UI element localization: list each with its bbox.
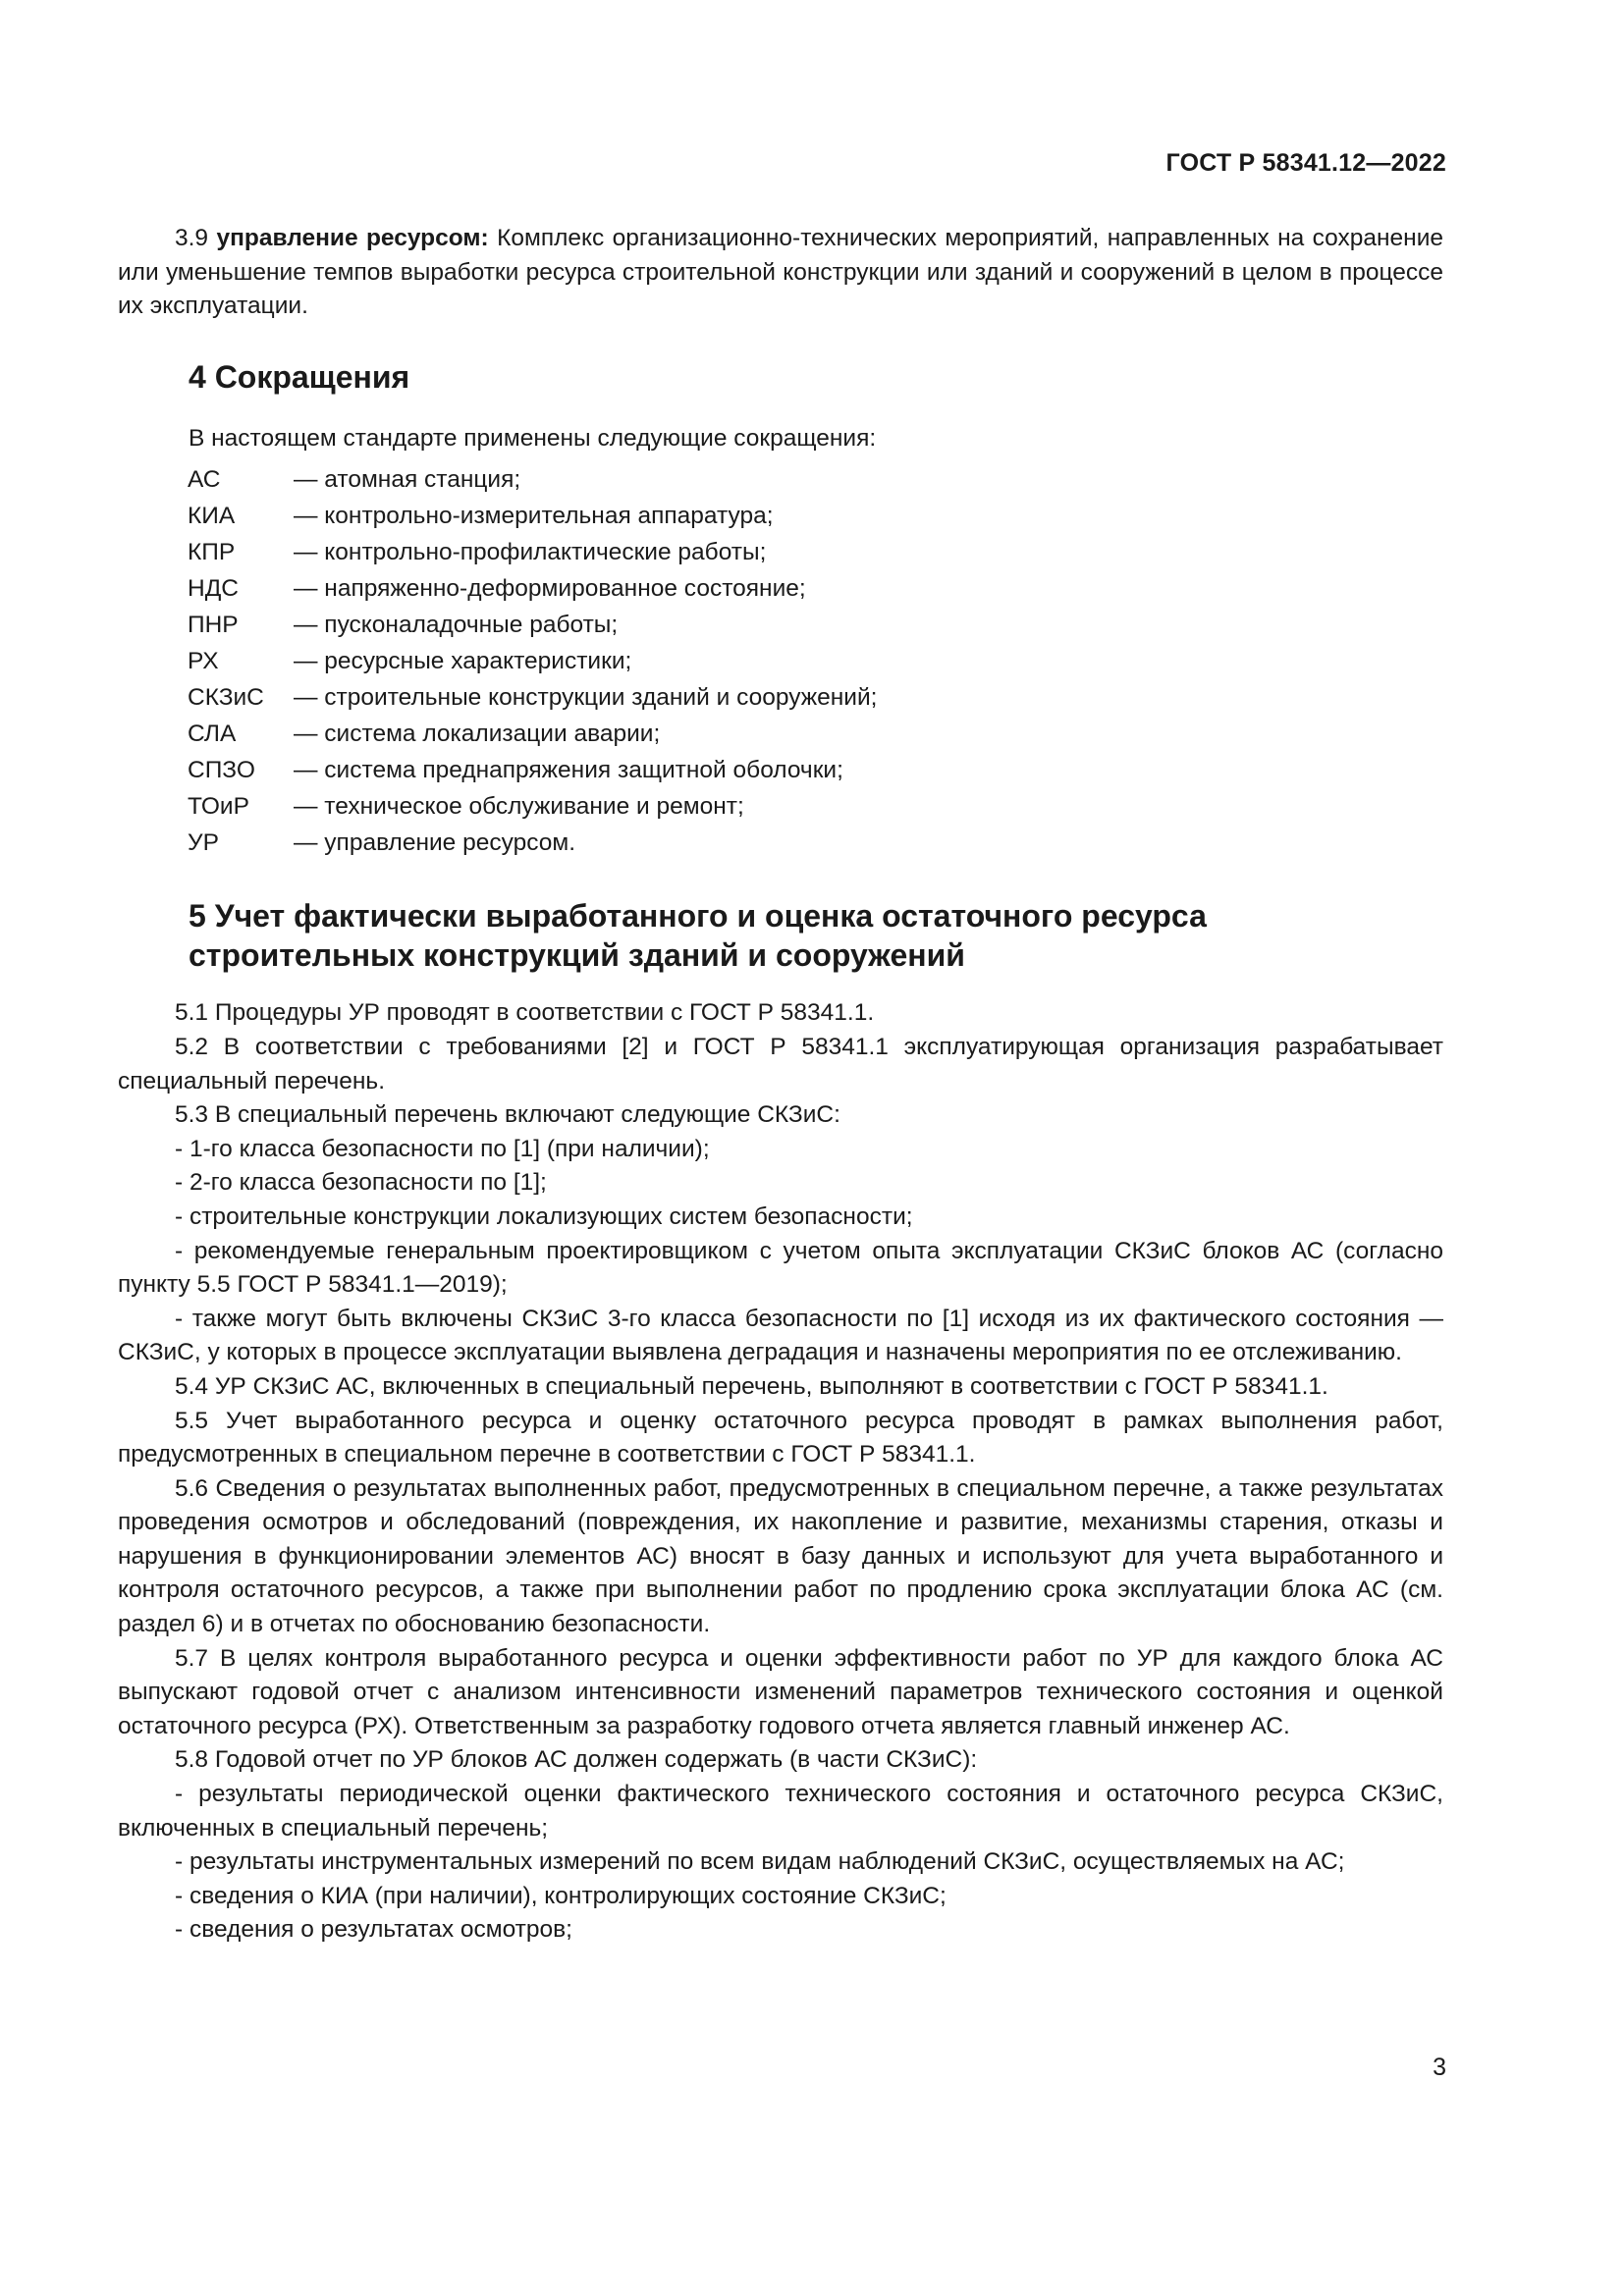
abbreviation-definition: — контрольно-профилактические работы; [294, 539, 767, 566]
list-item: - сведения о результатах осмотров; [175, 1916, 572, 1944]
document-code-header: ГОСТ Р 58341.12—2022 [1165, 149, 1446, 177]
paragraph-5-4: 5.4 УР СКЗиС АС, включенных в специальный перечень, выполняют в соответствии с ГОСТ Р 58341.1. [175, 1372, 1328, 1400]
abbreviation-code: СПЗО [188, 757, 255, 784]
abbreviation-code: КПР [188, 539, 236, 566]
abbreviation-code: УР [188, 829, 219, 857]
list-item: - результаты периодической оценки фактического технического состояния и остаточного ресурса СКЗиС, включенных в специальный перечень; [118, 1781, 1443, 1842]
abbreviation-definition: — напряженно-деформированное состояние; [294, 575, 806, 603]
term-name: управление ресурсом: [216, 225, 489, 251]
term-definition: Комплекс организационно-технических мероприятий, направленных на сохранение или уменьшение темпов выработки ресурса строительной конструкции или зданий и сооружений в целом в процессе их эксплуатации. [118, 225, 1444, 320]
section-5-title-line-2: строительных конструкций зданий и сооружений [189, 937, 965, 974]
section-5-title [118, 896, 1443, 975]
paragraph-5-5: 5.5 Учет выработанного ресурса и оценку остаточного ресурса проводят в рамках выполнения работ, предусмотренных в специальном перечне в соответствии с ГОСТ Р 58341.1. [118, 1407, 1443, 1468]
abbreviation-item [188, 534, 1443, 570]
abbreviation-code: ТОиР [188, 793, 249, 821]
list-item: - строительные конструкции локализующих систем безопасности; [175, 1202, 913, 1230]
paragraph-5-3: 5.3 В специальный перечень включают следующие СКЗиС: [175, 1101, 840, 1129]
page-content [118, 222, 1443, 1948]
abbreviation-code: ПНР [188, 612, 239, 639]
abbreviations-list [118, 461, 1443, 861]
abbreviation-item [188, 570, 1443, 607]
abbreviation-definition: — строительные конструкции зданий и сооружений; [294, 684, 878, 712]
paragraph-5-2: 5.2 В соответствии с требованиями [2] и ГОСТ Р 58341.1 эксплуатирующая организация разрабатывает специальный перечень. [118, 1033, 1443, 1095]
abbreviation-item [188, 498, 1443, 534]
abbreviations-intro: В настоящем стандарте применены следующие сокращения: [189, 424, 877, 452]
abbreviation-code: АС [188, 466, 221, 494]
paragraph-5-1: 5.1 Процедуры УР проводят в соответствии с ГОСТ Р 58341.1. [175, 999, 875, 1027]
section-5-title-line-1: 5 Учет фактически выработанного и оценка остаточного ресурса [189, 898, 1207, 934]
abbreviation-item [188, 607, 1443, 643]
abbreviation-item [188, 788, 1443, 825]
abbreviation-code: СЛА [188, 721, 237, 748]
paragraph-5-6: 5.6 Сведения о результатах выполненных работ, предусмотренных в специальном перечне, а также результатах проведения осмотров и обследований (повреждения, их накопление и развитие, механизмы старения, отказы и нарушения в функционировании элементов АС) вносят в базу данных и используют для учета выработанного и контроля остаточного ресурсов, а также при выполнении работ по продлению срока эксплуатации блока АС (см. раздел 6) и в отчетах по обоснованию безопасности. [118, 1474, 1443, 1638]
abbreviation-code: РХ [188, 648, 219, 675]
term-3-9-paragraph [118, 222, 1443, 324]
abbreviation-definition: — пусконаладочные работы; [294, 612, 619, 639]
abbreviation-definition: — управление ресурсом. [294, 829, 576, 857]
paragraph-5-7: 5.7 В целях контроля выработанного ресурса и оценки эффективности работ по УР для каждого блока АС выпускают годовой отчет с анализом интенсивности изменений параметров технического состояния и оценкой остаточного ресурса (РХ). Ответственным за разработку годового отчета является главный инженер АС. [118, 1644, 1443, 1739]
abbreviation-code: СКЗиС [188, 684, 264, 712]
term-number: 3.9 [175, 225, 209, 251]
abbreviation-definition: — система преднапряжения защитной оболочки; [294, 757, 843, 784]
list-item: - 1-го класса безопасности по [1] (при наличии); [175, 1135, 710, 1162]
abbreviation-code: КИА [188, 503, 236, 530]
list-item: - результаты инструментальных измерений по всем видам наблюдений СКЗиС, осуществляемых на АС; [175, 1848, 1345, 1876]
abbreviation-code: НДС [188, 575, 239, 603]
abbreviation-item [188, 716, 1443, 752]
abbreviation-item [188, 679, 1443, 716]
abbreviation-definition: — техническое обслуживание и ремонт; [294, 793, 744, 821]
list-item: - 2-го класса безопасности по [1]; [175, 1169, 547, 1197]
section-4-title: 4 Сокращения [189, 358, 410, 395]
abbreviation-item [188, 461, 1443, 498]
abbreviation-definition: — атомная станция; [294, 466, 521, 494]
page-number: 3 [1433, 2054, 1446, 2081]
list-item: - рекомендуемые генеральным проектировщиком с учетом опыта эксплуатации СКЗиС блоков АС (согласно пункту 5.5 ГОСТ Р 58341.1—2019); [118, 1237, 1443, 1299]
abbreviation-definition: — система локализации аварии; [294, 721, 661, 748]
abbreviation-definition: — контрольно-измерительная аппаратура; [294, 503, 774, 530]
abbreviation-item [188, 825, 1443, 861]
abbreviation-definition: — ресурсные характеристики; [294, 648, 632, 675]
list-item: - также могут быть включены СКЗиС 3-го класса безопасности по [1] исходя из их фактического состояния — СКЗиС, у которых в процессе эксплуатации выявлена деградация и назначены мероприятия по ее отслеживанию. [118, 1305, 1443, 1366]
abbreviation-item [188, 752, 1443, 788]
paragraph-5-8: 5.8 Годовой отчет по УР блоков АС должен содержать (в части СКЗиС): [175, 1746, 978, 1774]
abbreviation-item [188, 643, 1443, 679]
list-item: - сведения о КИА (при наличии), контролирующих состояние СКЗиС; [175, 1882, 947, 1909]
